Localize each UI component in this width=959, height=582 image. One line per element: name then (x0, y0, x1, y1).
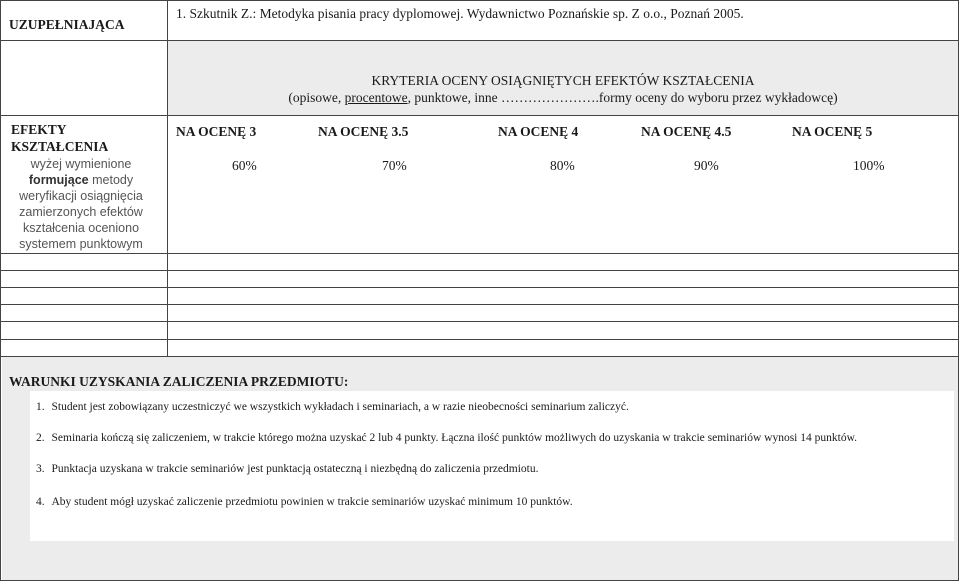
condition-item (36, 401, 629, 413)
table-line (0, 0, 1, 581)
effects-desc-5: kształcenia oceniono (22, 221, 140, 235)
table-line (0, 115, 959, 116)
criteria-title: KRYTERIA OCENY OSIĄGNIĘTYCH EFEKTÓW KSZTAŁCENIA (371, 73, 755, 88)
table-line (0, 287, 959, 288)
effects-description (2, 156, 160, 252)
criteria-heading (168, 72, 958, 106)
condition-number: 1. (36, 401, 45, 413)
grade-label: NA OCENĘ 5 (792, 124, 873, 139)
condition-number: 3. (36, 463, 45, 475)
effects-desc-2 (2, 172, 160, 188)
category-label: UZUPEŁNIAJĄCA (9, 17, 125, 32)
criteria-subtitle (168, 89, 958, 106)
effects-desc-bold: formujące (28, 173, 89, 187)
grade-label: NA OCENĘ 3 (176, 124, 257, 139)
table-line (0, 253, 959, 254)
grade-label: NA OCENĘ 4 (498, 124, 579, 139)
table-line (0, 321, 959, 322)
condition-item (36, 463, 538, 475)
condition-text: Punktacja uzyskana w trakcie seminariów jest punktacją ostateczną i niezbędną do zaliczenia przedmiotu. (51, 463, 539, 475)
table-line (0, 40, 959, 41)
condition-number: 4. (36, 496, 45, 508)
condition-text: Aby student mógł uzyskać zaliczenie przedmiotu powinien w trakcie seminariów uzyskać minimum 10 punktów. (51, 496, 573, 508)
table-line (0, 0, 959, 1)
criteria-subtitle-underlined: procentowe (344, 90, 408, 105)
effects-heading-1: EFEKTY (11, 122, 67, 137)
condition-item (36, 432, 857, 444)
effects-desc-2-rest: metody (88, 173, 134, 187)
condition-item (36, 496, 573, 508)
conditions-heading: WARUNKI UZYSKANIA ZALICZENIA PRZEDMIOTU: (9, 374, 349, 389)
effects-heading-2: KSZTAŁCENIA (11, 139, 109, 154)
table-line (167, 0, 168, 357)
table-line (0, 270, 959, 271)
table-line (0, 580, 959, 581)
effects-cell (2, 121, 166, 252)
effects-desc-4: zamierzonych efektów (19, 205, 143, 219)
grade-percent: 100% (853, 158, 885, 173)
grade-percent: 90% (694, 158, 719, 173)
grade-label: NA OCENĘ 3.5 (318, 124, 409, 139)
grade-percent: 70% (382, 158, 407, 173)
grade-label: NA OCENĘ 4.5 (641, 124, 732, 139)
table-line (0, 356, 959, 357)
condition-text: Seminaria kończą się zaliczeniem, w trakcie którego można uzyskać 2 lub 4 punkty. Łączna ilość punktów możliwych do uzyskania w trakcie seminariów wynosi 14 punktów. (51, 432, 858, 444)
criteria-subtitle-prefix: (opisowe, (288, 90, 345, 105)
effects-desc-1: wyżej wymienione (30, 157, 132, 171)
reference-text: 1. Szkutnik Z.: Metodyka pisania pracy dyplomowej. Wydawnictwo Poznańskie sp. Z o.o., Poznań 2005. (176, 6, 744, 21)
criteria-subtitle-suffix: , punktowe, inne ………………….formy oceny do wyboru przez wykładowcę) (407, 90, 838, 105)
table-line (0, 339, 959, 340)
condition-text: Student jest zobowiązany uczestniczyć we wszystkich wykładach i seminariach, a w razie nieobecności seminarium zaliczyć. (51, 401, 629, 413)
grade-percent: 80% (550, 158, 575, 173)
effects-desc-6: systemem punktowym (19, 237, 143, 251)
table-line (0, 304, 959, 305)
grade-percent: 60% (232, 158, 257, 173)
effects-desc-3: weryfikacji osiągnięcia (19, 189, 143, 203)
condition-number: 2. (36, 432, 45, 444)
